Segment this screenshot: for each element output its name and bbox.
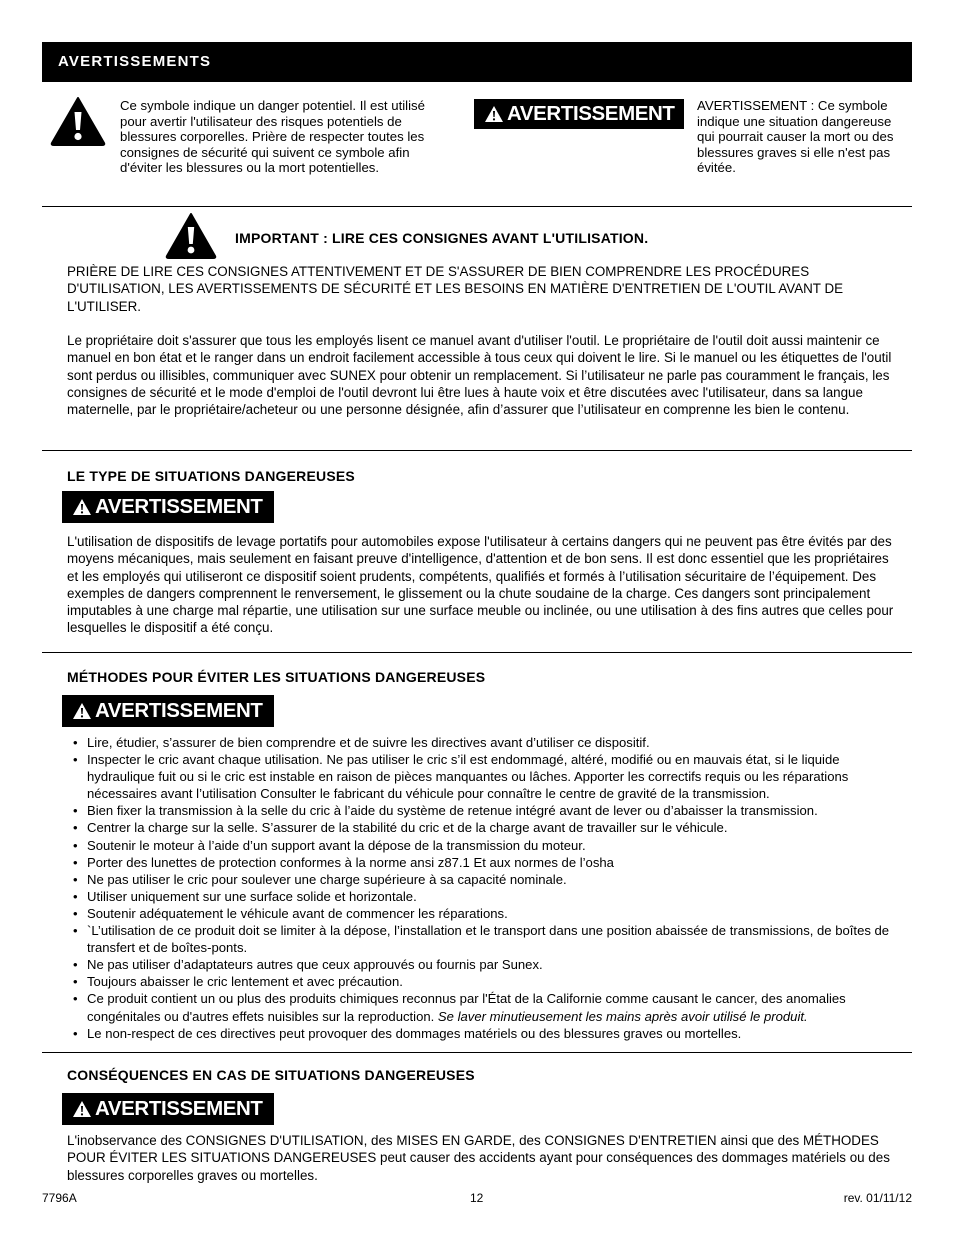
list-item [67, 990, 897, 1024]
warning-badge-label: AVERTISSEMENT [95, 1097, 263, 1120]
section-header-title: AVERTISSEMENTS [58, 53, 212, 70]
list-item: • Porter des lunettes de protection conformes à la norme ansi z87.1 Et aux normes de l’osha [67, 854, 897, 871]
warning-triangle-icon [165, 212, 217, 259]
page-number: 12 [470, 1191, 484, 1205]
consequences-heading: CONSÉQUENCES EN CAS DE SITUATIONS DANGEREUSES [67, 1067, 475, 1083]
divider [42, 206, 912, 207]
revision-date: rev. 01/11/12 [843, 1191, 912, 1205]
divider [42, 450, 912, 451]
list-item: • Inspecter le cric avant chaque utilisation. Ne pas utiliser le cric s’il est endommagé, altéré, modifié ou en mauvais état, si le liquide hydraulique fuit ou si le cric est instable en raison de pièces manquantes ou lâches. Apporter les correctifs requis ou les réparations nécessaires avant l’utilisation Consulter le fabricant du véhicule pour connaître le centre de gravité de la transmission. [67, 751, 897, 802]
avoidance-list [67, 734, 897, 1042]
list-item: • Le non-respect de ces directives peut provoquer des dommages matériels ou des blessures graves ou mortelles. [67, 1025, 897, 1042]
warning-badge [62, 695, 274, 727]
list-item: • Utiliser uniquement sur une surface solide et horizontale. [67, 888, 897, 905]
important-paragraph: Le propriétaire doit s'assurer que tous les employés lisent ce manuel avant d'utiliser l'outil. Le propriétaire de l'outil doit aussi maintenir ce manuel en bon état et le ranger dans un endroit facilement accessible à tous ceux qui doivent le lire. Si le manuel ou les étiquettes de l'outil sont perdus ou illisibles, communiquer avec SUNEX pour obtenir un remplacement. Si l’utilisateur ne parle pas couramment le français, les consignes de sécurité et le mode d'emploi de l'outil devront lui être lues à haute voix et être discutées avec l'utilisateur, dans sa langue maternelle, par le propriétaire/acheteur ou une personne désignée, afin d’assurer que l’utilisateur en comprenne les bien le contenu. [67, 333, 892, 418]
warning-badge [62, 491, 274, 523]
list-item: • Lire, étudier, s’assurer de bien comprendre et de suivre les directives avant d’utiliser ce dispositif. [67, 734, 897, 751]
hazard-types-text: L'utilisation de dispositifs de levage portatifs pour automobiles expose l'utilisateur à certains dangers qui ne peuvent pas être évités par des moyens mécaniques, mais seulement en faisant preuve d'intelligence, d'attention et de bon sens. Il est donc essentiel que les propriétaires et les employés qui utiliseront ce dispositif soient prudents, compétents, qualifiés et formés à l’utilisation sécuritaire de l’équipement. Des exemples de dangers comprennent le renversement, le glissement ou la chute soudaine de la charge. Ces dangers sont principalement imputables à une charge mal répartie, une utilisation sur une surface meuble ou inclinée, ou une utilisation à des fins autres que celles pour lesquelles le dispositif a été conçu. [67, 534, 894, 636]
list-item: • Toujours abaisser le cric lentement et avec précaution. [67, 973, 897, 990]
warning-triangle-icon [72, 702, 92, 720]
list-item: • `L’utilisation de ce produit doit se limiter à la dépose, l’installation et le transport dans une position abaissée de transmissions, de boîtes de transfert et de boîtes-ponts. [67, 922, 897, 956]
warning-badge [474, 99, 684, 129]
list-item: • Soutenir le moteur à l’aide d’un support avant la dépose de la transmission du moteur. [67, 837, 897, 854]
list-item: • Ne pas utiliser le cric pour soulever une charge supérieure à sa capacité nominale. [67, 871, 897, 888]
warning-triangle-icon [484, 105, 504, 123]
list-item: • Ne pas utiliser d’adaptateurs autres que ceux approuvés ou fournis par Sunex. [67, 956, 897, 973]
warning-badge-label: AVERTISSEMENT [95, 699, 263, 722]
warning-badge-label: AVERTISSEMENT [95, 495, 263, 518]
handwashing-note: Se laver minutieusement les mains après avoir utilisé le produit. [437, 1008, 808, 1024]
list-item: • Bien fixer la transmission à la selle du cric à l’aide du système de retenue intégré avant de lever ou d’abaisser la transmission. [67, 802, 897, 819]
consequences-text: L'inobservance des CONSIGNES D'UTILISATION, des MISES EN GARDE, des CONSIGNES D'ENTRETIEN ainsi que des MÉTHODES POUR ÉVITER LES SITUATIONS DANGEREUSES peut causer des accidents ayant pour conséquences des dommages matériels ou des blessures corporelles graves ou mortelles. [67, 1133, 890, 1183]
important-heading: IMPORTANT : LIRE CES CONSIGNES AVANT L'UTILISATION. [235, 230, 649, 246]
list-item: • Centrer la charge sur la selle. S’assurer de la stabilité du cric et de la charge avant de travailler sur le véhicule. [67, 819, 897, 836]
document-number: 7796A [42, 1191, 77, 1205]
warning-definition: AVERTISSEMENT : Ce symbole indique une situation dangereuse qui pourrait causer la mort ou des blessures graves si elle n'est pas évitée. [697, 98, 894, 176]
warning-badge-label: AVERTISSEMENT [507, 102, 675, 125]
divider [42, 1052, 912, 1053]
warning-triangle-icon [72, 1100, 92, 1118]
hazard-types-heading: LE TYPE DE SITUATIONS DANGEREUSES [67, 468, 355, 484]
symbol-explanation: Ce symbole indique un danger potentiel. Il est utilisé pour avertir l'utilisateur des risques potentiels de blessures corporelles. Prière de respecter toutes les consignes de sécurité qui suivent ce symbole afin d'éviter les blessures ou la mort potentielles. [120, 98, 425, 176]
warning-triangle-icon [50, 96, 106, 146]
important-paragraph-caps: PRIÈRE DE LIRE CES CONSIGNES ATTENTIVEMENT ET DE S'ASSURER DE BIEN COMPRENDRE LES PROCÉDURES D'UTILISATION, LES AVERTISSEMENTS DE SÉCURITÉ ET LES BESOINS EN MATIÈRE D'ENTRETIEN DE L'OUTIL AVANT DE L'UTILISER. [67, 264, 844, 314]
divider [42, 652, 912, 653]
warning-badge [62, 1093, 274, 1125]
section-header-bar [42, 42, 912, 82]
warning-triangle-icon [72, 498, 92, 516]
avoidance-heading: MÉTHODES POUR ÉVITER LES SITUATIONS DANGEREUSES [67, 669, 486, 685]
list-item: • Soutenir adéquatement le véhicule avant de commencer les réparations. [67, 905, 897, 922]
list-item-text: Ce produit contient un ou plus des produits chimiques reconnus par l'État de la Californie comme causant le cancer, des anomalies congénitales ou d'autres effets nuisibles sur la reproduction. [87, 991, 846, 1024]
